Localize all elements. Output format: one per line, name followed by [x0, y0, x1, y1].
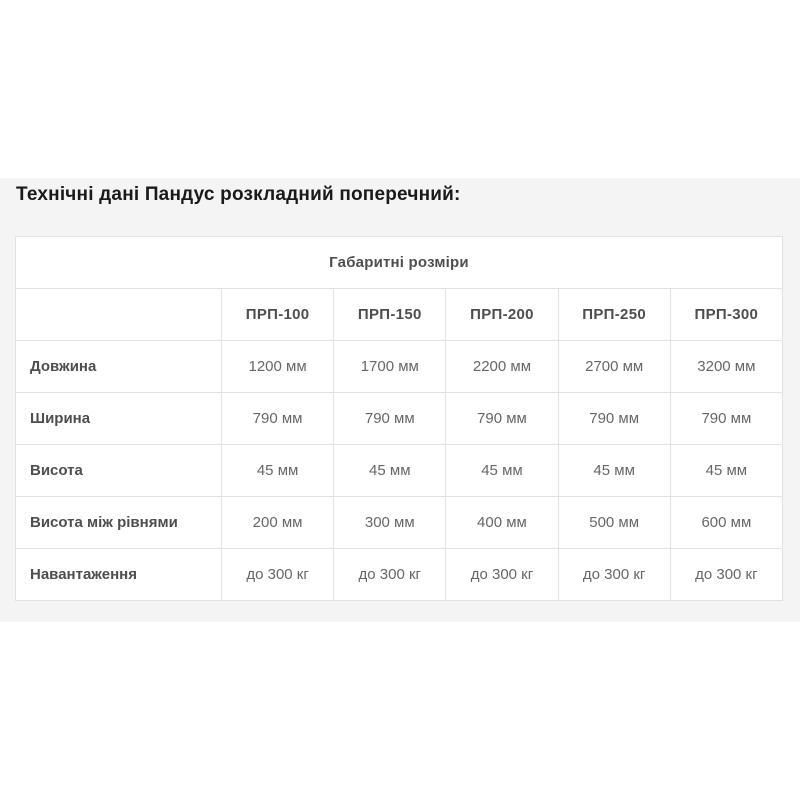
table-cell: 790 мм	[670, 393, 782, 445]
table-cell: до 300 кг	[558, 549, 670, 601]
table-cell: 45 мм	[558, 445, 670, 497]
table-cell: 3200 мм	[670, 341, 782, 393]
table-cell: до 300 кг	[334, 549, 446, 601]
row-label: Довжина	[16, 341, 222, 393]
table-group-header: Габаритні розміри	[16, 237, 783, 289]
table-cell: 45 мм	[670, 445, 782, 497]
table-column-header-row	[16, 289, 783, 341]
column-header-prp-100: ПРП-100	[222, 289, 334, 341]
row-label: Висота	[16, 445, 222, 497]
specs-table	[15, 236, 783, 601]
table-cell: 300 мм	[334, 497, 446, 549]
table-cell: 45 мм	[334, 445, 446, 497]
table-row-width	[16, 393, 783, 445]
top-whitespace	[0, 0, 800, 178]
table-cell: 45 мм	[222, 445, 334, 497]
table-cell: 200 мм	[222, 497, 334, 549]
row-label: Навантаження	[16, 549, 222, 601]
table-row-height-between-levels	[16, 497, 783, 549]
table-cell: 790 мм	[222, 393, 334, 445]
table-cell: 600 мм	[670, 497, 782, 549]
table-row-length	[16, 341, 783, 393]
table-cell: 1200 мм	[222, 341, 334, 393]
table-cell: 790 мм	[558, 393, 670, 445]
table-cell: 790 мм	[446, 393, 558, 445]
table-row-load	[16, 549, 783, 601]
table-cell: до 300 кг	[446, 549, 558, 601]
row-label: Висота між рівнями	[16, 497, 222, 549]
table-cell: 2700 мм	[558, 341, 670, 393]
specs-section	[0, 178, 800, 622]
column-header-prp-300: ПРП-300	[670, 289, 782, 341]
table-cell: 790 мм	[334, 393, 446, 445]
column-header-prp-150: ПРП-150	[334, 289, 446, 341]
column-header-prp-200: ПРП-200	[446, 289, 558, 341]
table-cell: 45 мм	[446, 445, 558, 497]
table-cell: до 300 кг	[222, 549, 334, 601]
column-header-prp-250: ПРП-250	[558, 289, 670, 341]
table-cell: 1700 мм	[334, 341, 446, 393]
table-cell: 2200 мм	[446, 341, 558, 393]
table-cell: до 300 кг	[670, 549, 782, 601]
row-label: Ширина	[16, 393, 222, 445]
table-cell: 400 мм	[446, 497, 558, 549]
table-cell: 500 мм	[558, 497, 670, 549]
page-title: Технічні дані Пандус розкладний поперечний:	[16, 184, 461, 205]
table-group-header-row	[16, 237, 783, 289]
table-row-height	[16, 445, 783, 497]
column-header-empty	[16, 289, 222, 341]
